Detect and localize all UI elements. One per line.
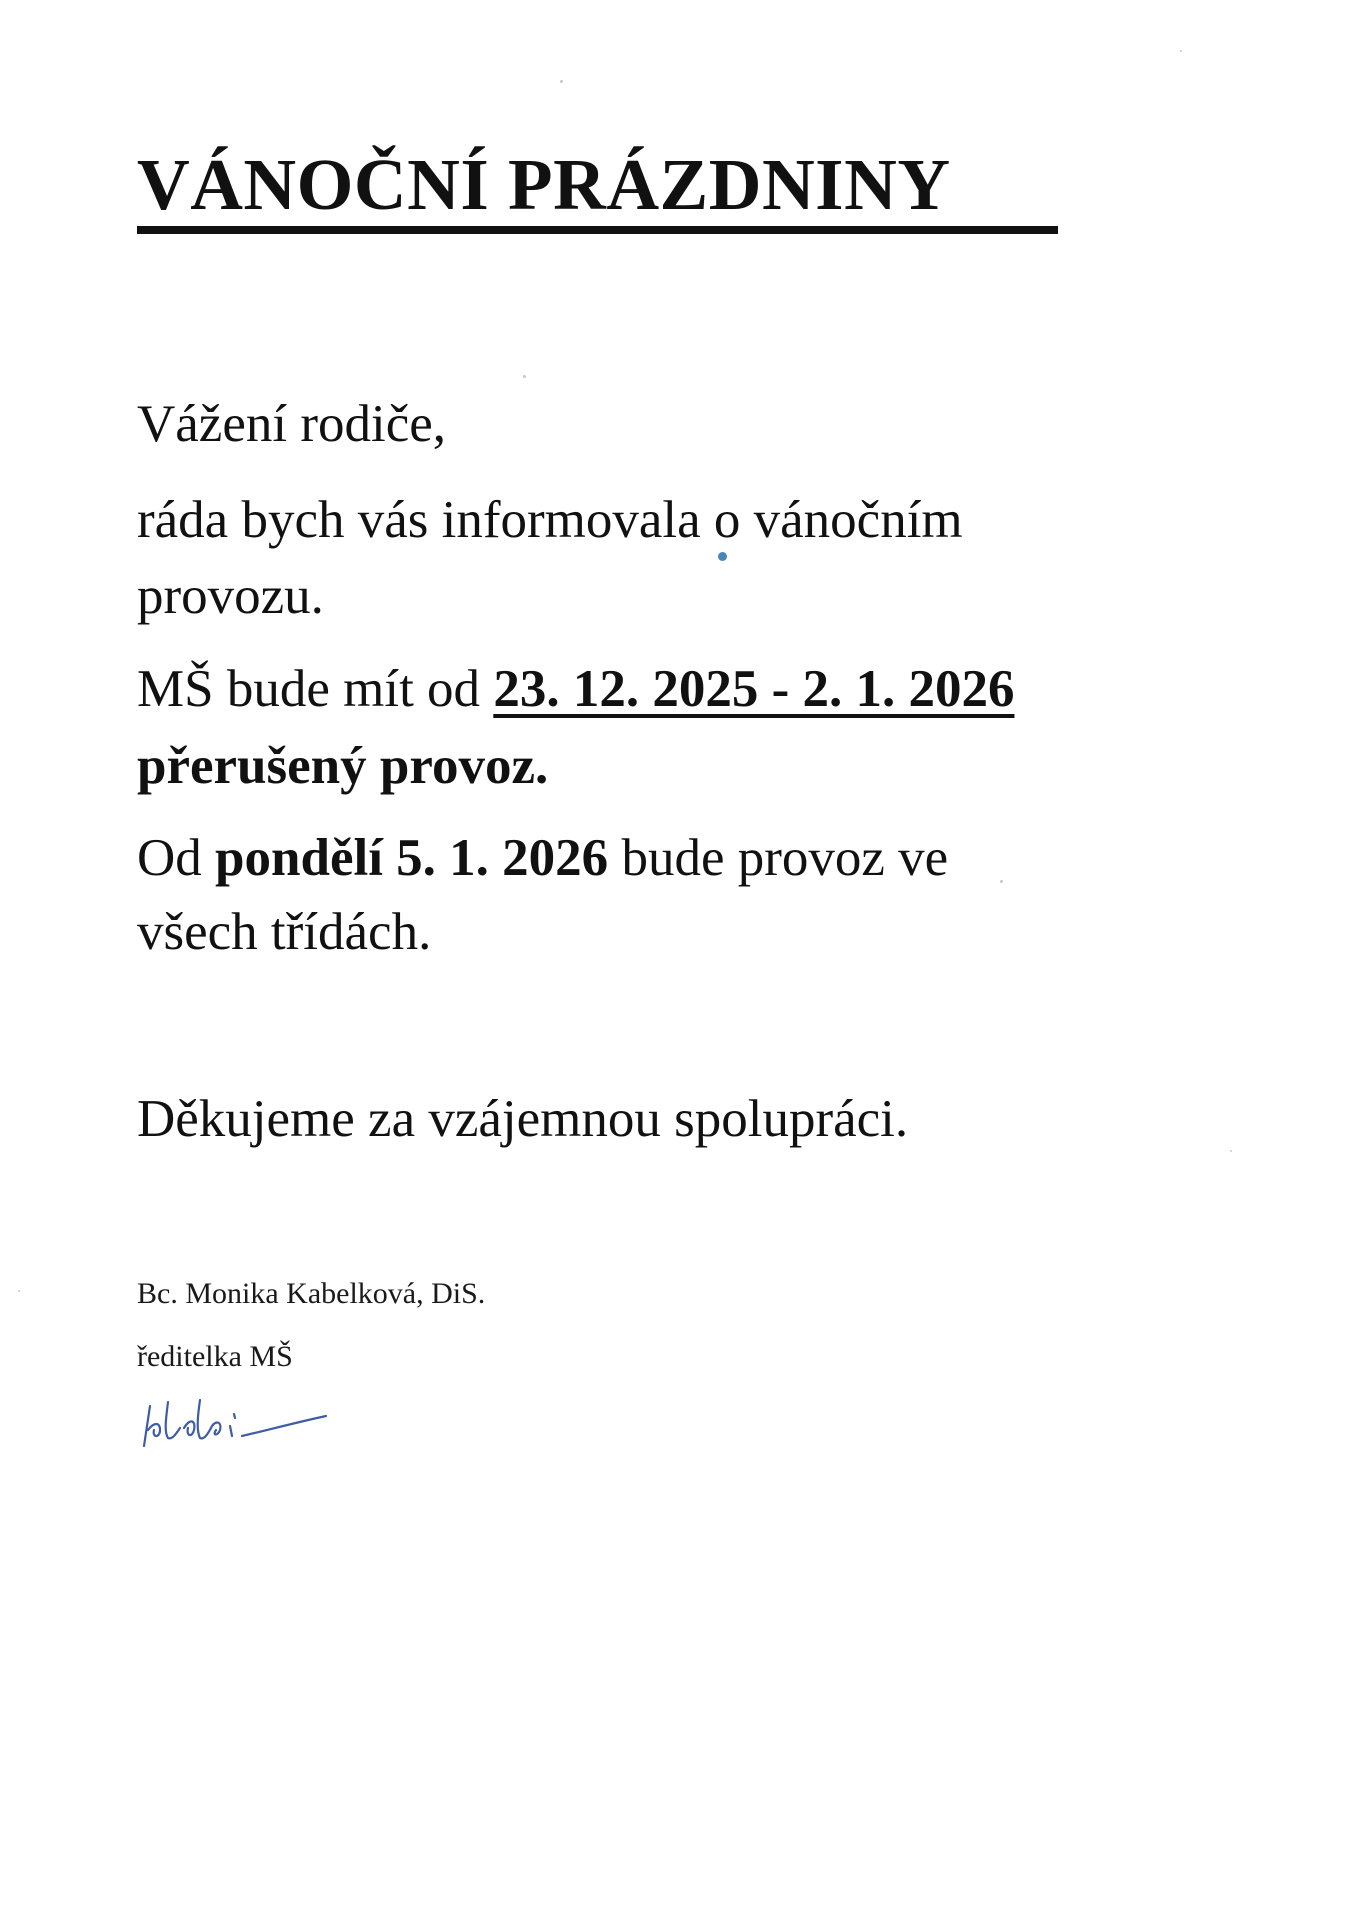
reopen-line: [137, 829, 1237, 887]
closure-line: [137, 660, 1237, 718]
scan-speck: [1230, 1150, 1232, 1152]
signatory-name: Bc. Monika Kabelková, DiS.: [137, 1277, 486, 1310]
scan-speck: [523, 375, 526, 378]
ink-speck: [718, 552, 727, 561]
closure-dates: 23. 12. 2025 - 2. 1. 2026: [493, 660, 1015, 718]
reopen-suffix: bude provoz ve: [608, 829, 949, 887]
reopen-prefix: Od: [137, 829, 216, 887]
closure-prefix: MŠ bude mít od: [137, 660, 494, 718]
title-underline: [137, 226, 1058, 234]
scan-speck: [560, 80, 563, 83]
handwritten-signature: [138, 1392, 338, 1452]
scan-speck: [1180, 50, 1182, 52]
reopen-date: pondělí 5. 1. 2026: [215, 829, 609, 887]
greeting: Vážení rodiče,: [137, 395, 446, 453]
reopen-line-2: všech třídách.: [137, 903, 432, 961]
signatory-role: ředitelka MŠ: [137, 1340, 293, 1373]
closure-suffix: přerušený provoz.: [137, 737, 549, 795]
thanks-line: Děkujeme za vzájemnou spolupráci.: [137, 1090, 909, 1148]
info-line-2: provozu.: [137, 567, 324, 625]
scan-speck: [1000, 880, 1003, 883]
page-title: VÁNOČNÍ PRÁZDNINY: [137, 144, 951, 225]
info-line-1: ráda bych vás informovala o vánočním: [137, 491, 963, 549]
scan-speck: [18, 1290, 20, 1292]
